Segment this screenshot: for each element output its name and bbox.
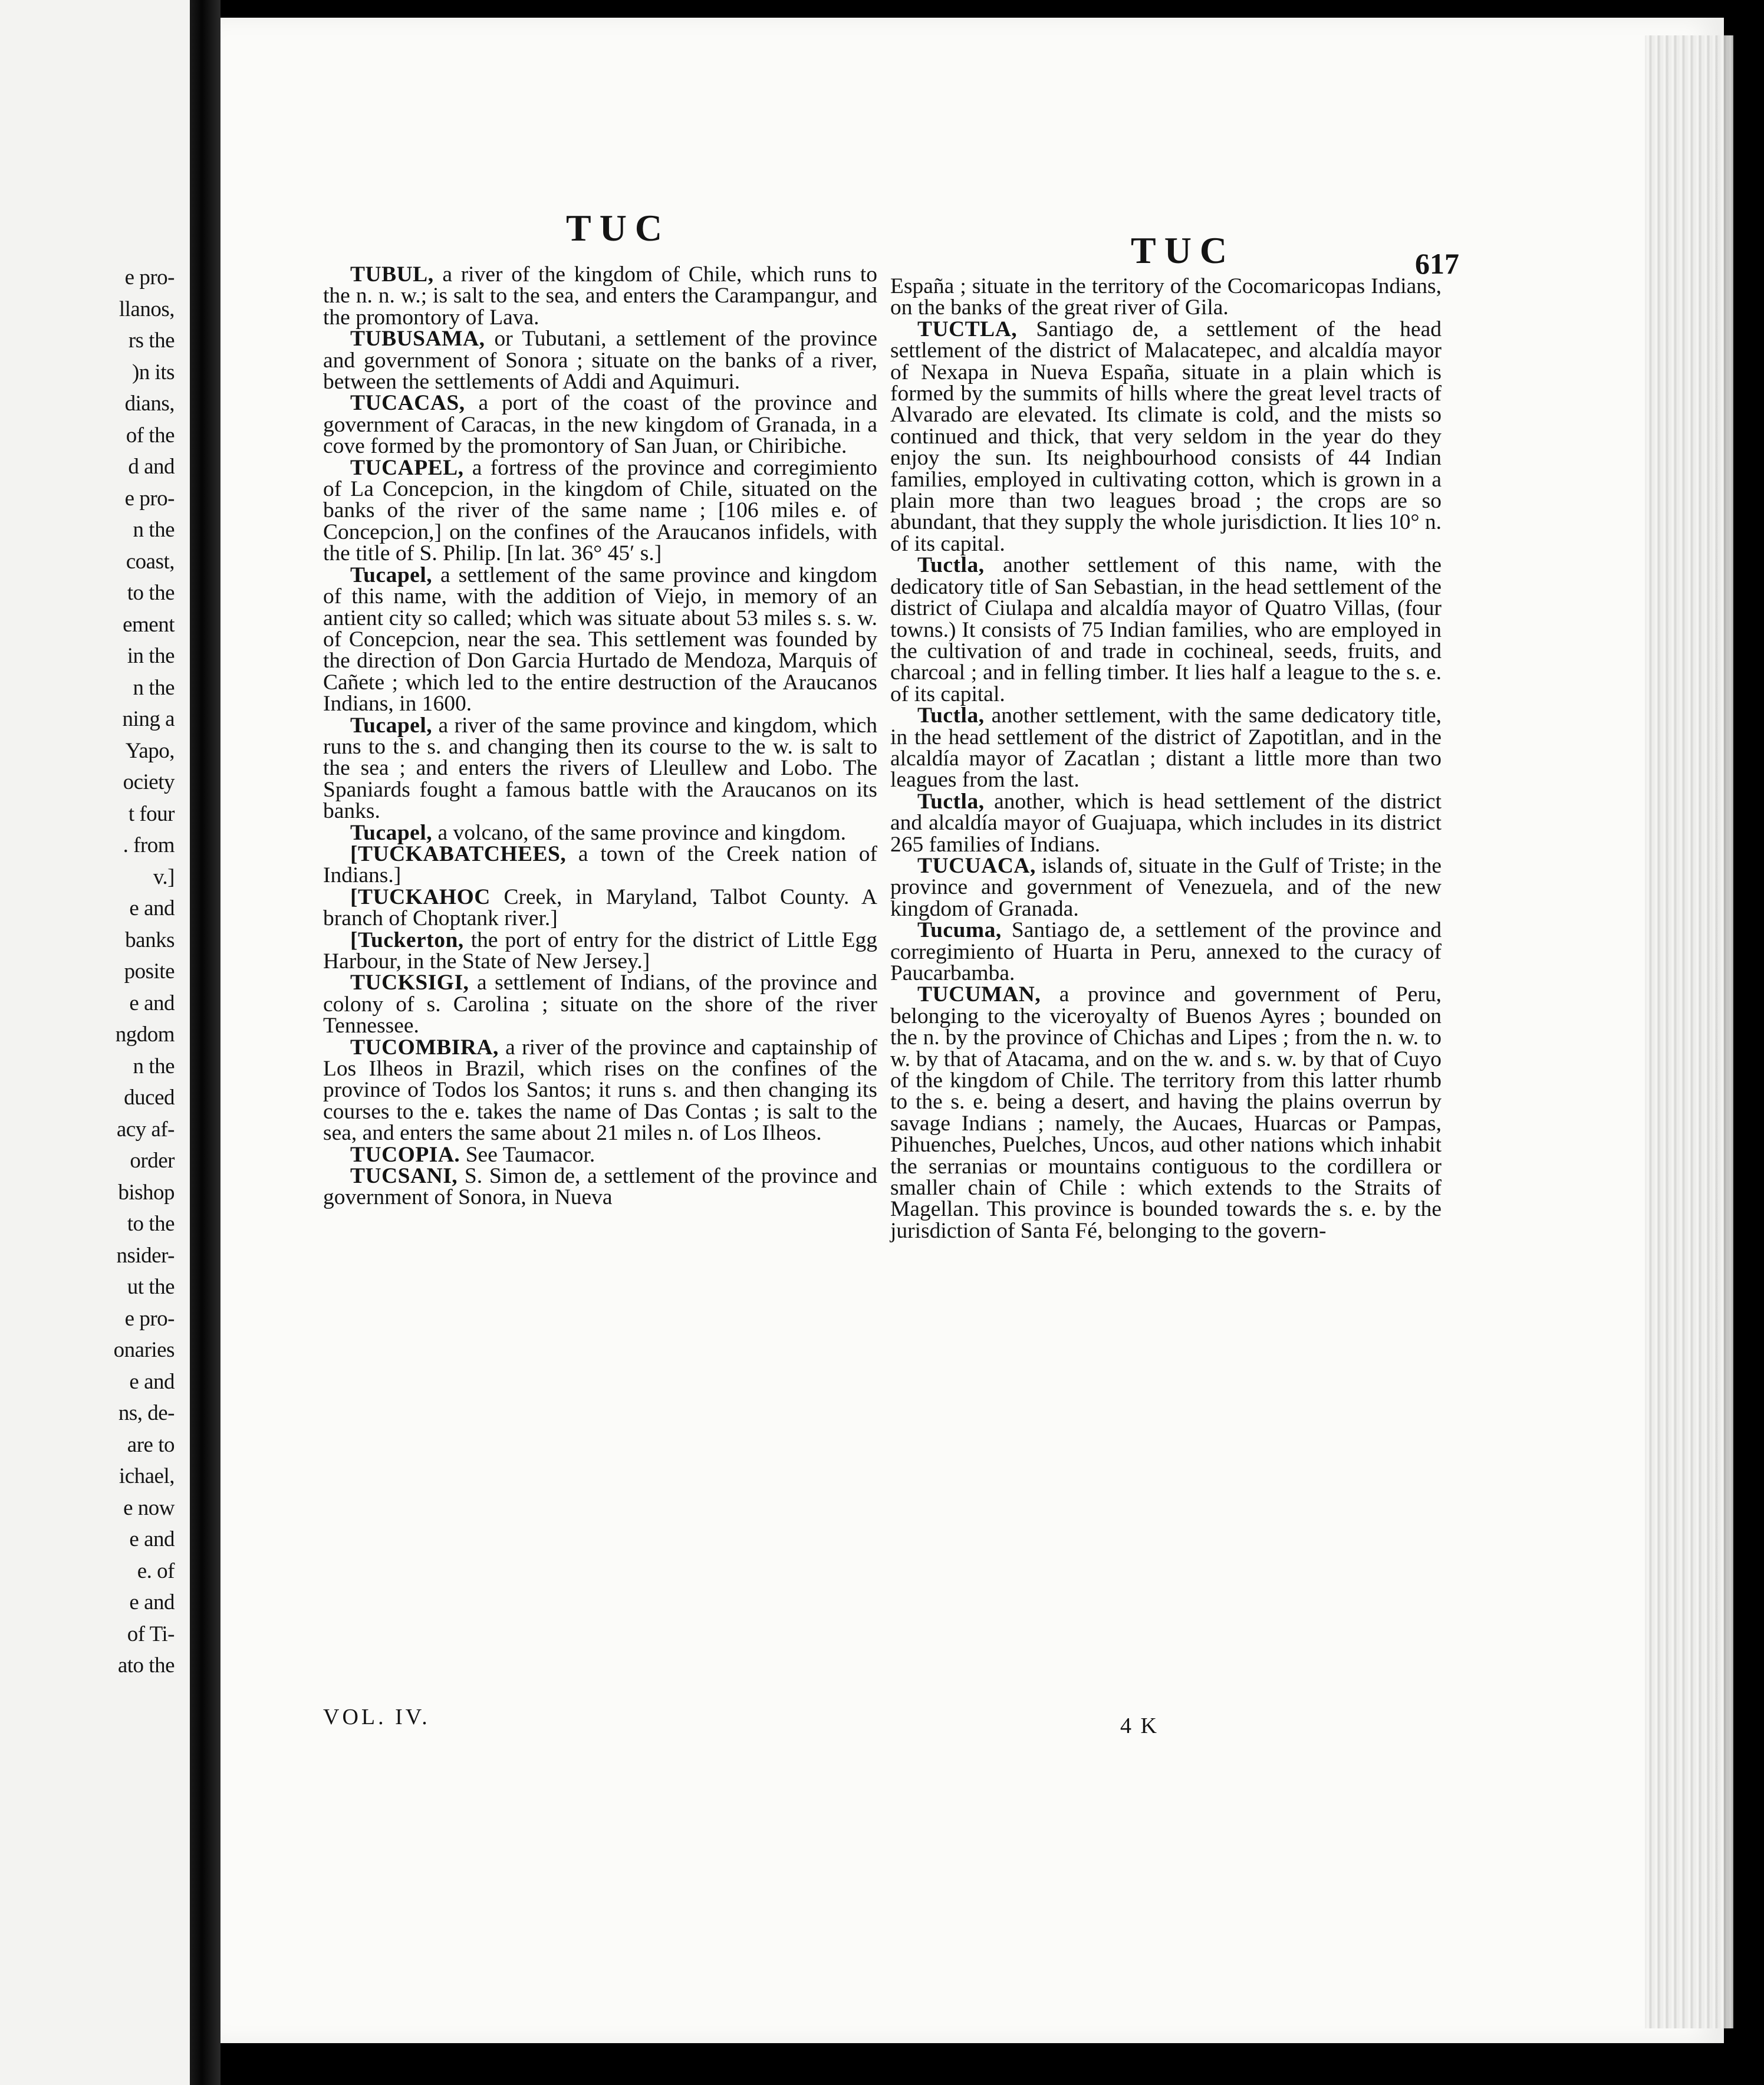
previous-page-line: are to xyxy=(127,1432,175,1457)
entry-headword: Tuctla, xyxy=(917,703,985,728)
previous-page-line: n the xyxy=(133,675,175,700)
entry-text: España ; situate in the territory of the Cocomaricopas Indians, on the banks of the great river of Gila. xyxy=(890,274,1442,320)
dictionary-entry xyxy=(323,393,877,457)
entry-text: a fortress of the province and corregimiento of La Concepcion, in the kingdom of Chile, situated on the banks of the river of the same name ; [106 miles e. of Concepcion,] on the confines of the Araucanos infidels, with the title of S. Philip. [In lat. 36° 45′ s.] xyxy=(323,455,877,566)
dictionary-entry xyxy=(323,820,877,845)
previous-page-line: e and xyxy=(129,896,175,920)
previous-page-line: to the xyxy=(127,1212,175,1236)
entry-headword: Tuctla, xyxy=(917,553,985,578)
right-running-head: TUC xyxy=(1131,229,1236,271)
entry-text: S. Simon de, a settlement of the province and government of Sonora, in Nueva xyxy=(323,1164,877,1210)
previous-page-line: coast, xyxy=(126,549,175,574)
dictionary-entry xyxy=(323,565,877,715)
previous-page-line: t four xyxy=(128,801,175,826)
sheet-signature: 4 K xyxy=(1120,1714,1159,1738)
dictionary-entry xyxy=(323,930,877,973)
previous-page-line: ut the xyxy=(127,1275,175,1299)
volume-signature: VOL. IV. xyxy=(323,1705,430,1729)
previous-page-line: banks xyxy=(125,928,175,952)
entry-text: Santiago de, a settlement of the province and corregimiento of Huarta in Peru, annexed to the curacy of Paucarbamba. xyxy=(890,918,1442,985)
left-column xyxy=(323,264,877,1209)
entry-text: Creek, in Maryland, Talbot County. A branch of Choptank river.] xyxy=(323,884,877,931)
dictionary-entry xyxy=(890,853,1442,921)
entry-headword: TUCTLA, xyxy=(917,317,1018,341)
previous-page-line: of Ti- xyxy=(127,1622,175,1646)
dictionary-entry xyxy=(323,972,877,1037)
previous-page-line: duced xyxy=(124,1086,175,1110)
entry-text: a settlement of the same province and kingdom of this name, with the addition of Viejo, in memory of an antient city so called; which was situate about 53 miles s. s. w. of Concepcion, near the sea. This settlement was founded by the direction of Don Garcia Hurtado de Mendoza, Marquis of Cañete ; which led to the entire destruction of the Araucanos Indians, in 1600. xyxy=(323,563,877,716)
previous-page-line: )n its xyxy=(131,360,175,384)
entry-headword: Tuctla, xyxy=(917,789,985,814)
dictionary-entry xyxy=(323,1037,877,1145)
previous-page-line: e now xyxy=(123,1495,175,1520)
entry-headword: TUCOPIA. xyxy=(350,1142,460,1167)
dictionary-entry xyxy=(323,884,877,931)
entry-headword: TUBUL, xyxy=(350,262,434,287)
previous-page-line: e pro- xyxy=(124,1306,175,1331)
previous-page-line: posite xyxy=(124,959,175,984)
dictionary-entry xyxy=(323,841,877,888)
previous-page-line: dians, xyxy=(124,392,175,416)
right-column xyxy=(890,276,1442,1242)
page-edges xyxy=(1645,35,1733,2028)
entry-headword: [Tuckerton, xyxy=(350,928,464,952)
previous-page-line: acy af- xyxy=(116,1117,175,1142)
previous-page-line: v.] xyxy=(153,864,175,889)
entry-text: a river of the kingdom of Chile, which runs to the n. n. w.; is salt to the sea, and enters the Carampangur, and the promontory of Lava. xyxy=(323,262,877,330)
entry-headword: Tucuma, xyxy=(917,918,1002,943)
left-running-head: TUC xyxy=(566,207,671,249)
previous-page-line: e and xyxy=(129,1527,175,1551)
book-gutter xyxy=(190,0,220,2085)
entry-headword: Tucapel, xyxy=(350,820,433,845)
previous-page-line: llanos, xyxy=(119,297,175,321)
entry-text: another settlement of this name, with the dedicatory title of San Sebastian, in the head settlement of the district of Ciulapa and alcaldía mayor of Quatro Villas, (four towns.) It consists of 75 Indian families, who are employed in the cultivation of and trade in cochineal, seeds, fruits, and charcoal ; and in felling timber. It lies half a league to the s. e. of its capital. xyxy=(890,553,1442,706)
previous-page-line: e pro- xyxy=(124,265,175,290)
entry-headword: [TUCKAHOC xyxy=(350,884,491,909)
dictionary-entry xyxy=(890,920,1442,984)
entry-text: a settlement of Indians, of the province and colony of s. Carolina ; situate on the shore of the river Tennessee. xyxy=(323,971,877,1038)
previous-page-line: order xyxy=(130,1149,175,1173)
previous-page-line: ichael, xyxy=(119,1464,175,1488)
dictionary-entry xyxy=(890,791,1442,856)
dictionary-entry xyxy=(890,984,1442,1242)
entry-headword: [TUCKABATCHEES, xyxy=(350,841,567,866)
entry-text: or Tubutani, a settlement of the province and government of Sonora ; situate on the banks of a river, between the settlements of Addi and Aquimuri. xyxy=(323,327,877,394)
previous-page-line: e and xyxy=(129,1590,175,1614)
entry-text: Santiago de, a settlement of the head settlement of the district of Malacatepec, and alcaldía mayor of Nexapa in Nueva España, situate in a plain which is formed by the summits of hills where the great level tracts of Alvarado are elevated. Its climate is cold, and the mists so continued and thick, that very seldom in the year do they enjoy the sun. Its neighbourhood consists of 44 Indian families, employed in cultivating cotton, which is grown in a plain more than two leagues broad ; the crops are so abundant, that they supply the whole jurisdiction. It lies 10° n. of its capital. xyxy=(890,317,1442,556)
entry-headword: Tucapel, xyxy=(350,563,433,587)
previous-page-line: e. of xyxy=(137,1558,175,1583)
entry-text: islands of, situate in the Gulf of Triste; in the province and government of Venezuela, and of the new kingdom of Granada. xyxy=(890,853,1442,921)
dictionary-entry xyxy=(890,555,1442,705)
entry-text: a town of the Creek nation of Indians.] xyxy=(323,841,877,888)
previous-page-line: n the xyxy=(133,1054,175,1078)
previous-page-line: in the xyxy=(127,644,175,668)
previous-page-line: e and xyxy=(129,991,175,1015)
entry-text: another, which is head settlement of the district and alcaldía mayor of Guajuapa, which includes in its district 265 families of Indians. xyxy=(890,789,1442,857)
entry-text: a province and government of Peru, belonging to the viceroyalty of Buenos Ayres ; bounded on the n. by the province of Chichas and Lipes ; from the n. w. to w. by that of Atacama, and on the w. and s. w. by that of Cuyo of the kingdom of Chile. The territory from this latter rhumb to the s. e. being a desert, and having the plains overrun by savage Indians ; namely, the Aucaes, Huarcas or Pampas, Pihuenches, Puelches, Uncos, aud other nations which inhabit the serranias or mountains contiguous to the cordillera or smaller chain of Chile : which extends to the Straits of Magellan. This province is bounded towards the s. e. by the jurisdiction of Santa Fé, belonging to the govern- xyxy=(890,982,1442,1243)
previous-page-line: ns, de- xyxy=(118,1401,175,1425)
dictionary-entry xyxy=(323,328,877,393)
dictionary-entry xyxy=(323,715,877,823)
entry-headword: TUCUACA, xyxy=(917,853,1036,878)
entry-text: a volcano, of the same province and kingdom. xyxy=(432,820,847,845)
previous-page-line: ngdom xyxy=(115,1022,175,1047)
entry-headword: TUBUSAMA, xyxy=(350,327,485,351)
entry-headword: TUCAPEL, xyxy=(350,455,464,480)
previous-page-line: nsider- xyxy=(116,1243,175,1268)
entry-headword: Tucapel, xyxy=(350,713,433,738)
previous-page-line: n the xyxy=(133,518,175,542)
previous-page-line: e and xyxy=(129,1369,175,1394)
dictionary-entry xyxy=(323,455,877,566)
dictionary-entry xyxy=(323,264,877,328)
page-number: 617 xyxy=(1415,247,1459,280)
dictionary-entry xyxy=(890,319,1442,555)
previous-page-line: of the xyxy=(126,423,175,448)
previous-page-line: to the xyxy=(127,581,175,605)
dictionary-entry xyxy=(323,1166,877,1209)
previous-page-line: e pro- xyxy=(124,486,175,511)
dictionary-entry xyxy=(890,276,1442,319)
entry-text: a river of the province and captainship of Los Ilheos in Brazil, which rises on the confines of the province of Todos los Santos; it runs s. and then changing its courses to the e. takes the name of Das Contas ; is salt to the sea, and enters the same about 21 miles n. of Los Ilheos. xyxy=(323,1035,877,1146)
entry-text: a port of the coast of the province and government of Caracas, in the new kingdom of Granada, in a cove formed by the promontory of San Juan, or Chiribiche. xyxy=(323,391,877,459)
entry-headword: TUCUMAN, xyxy=(917,982,1041,1007)
entry-text: the port of entry for the district of Little Egg Harbour, in the State of New Jersey.] xyxy=(323,928,877,974)
previous-page-line: onaries xyxy=(113,1338,175,1362)
dictionary-entry xyxy=(890,705,1442,791)
previous-page-line: ning a xyxy=(122,707,175,731)
entry-headword: TUCKSIGI, xyxy=(350,971,469,995)
entry-headword: TUCOMBIRA, xyxy=(350,1035,499,1060)
previous-page-line: . from xyxy=(123,833,175,857)
previous-page-line: ato the xyxy=(117,1653,175,1678)
entry-text: See Taumacor. xyxy=(460,1142,595,1167)
previous-page-line: ociety xyxy=(123,770,175,794)
entry-headword: TUCACAS, xyxy=(350,391,465,416)
previous-page-line: rs the xyxy=(128,328,175,353)
entry-text: a river of the same province and kingdom, which runs to the s. and changing then its course to the w. is salt to the sea ; and enters the rivers of Lleullew and Lobo. The Spaniards fought a famous battle with the Araucanos on its banks. xyxy=(323,713,877,824)
previous-page-line: Yapo, xyxy=(125,738,175,763)
previous-page-line: ement xyxy=(123,612,175,637)
entry-headword: TUCSANI, xyxy=(350,1164,458,1189)
previous-page-fragment xyxy=(0,0,190,2085)
previous-page-line: bishop xyxy=(118,1180,175,1205)
dictionary-entry xyxy=(323,1142,877,1167)
previous-page-line: d and xyxy=(128,455,175,479)
entry-text: another settlement, with the same dedicatory title, in the head settlement of the district of Zapotitlan, and in the alcaldía mayor of Zacatlan ; distant a little more than two leagues from the last. xyxy=(890,703,1442,792)
